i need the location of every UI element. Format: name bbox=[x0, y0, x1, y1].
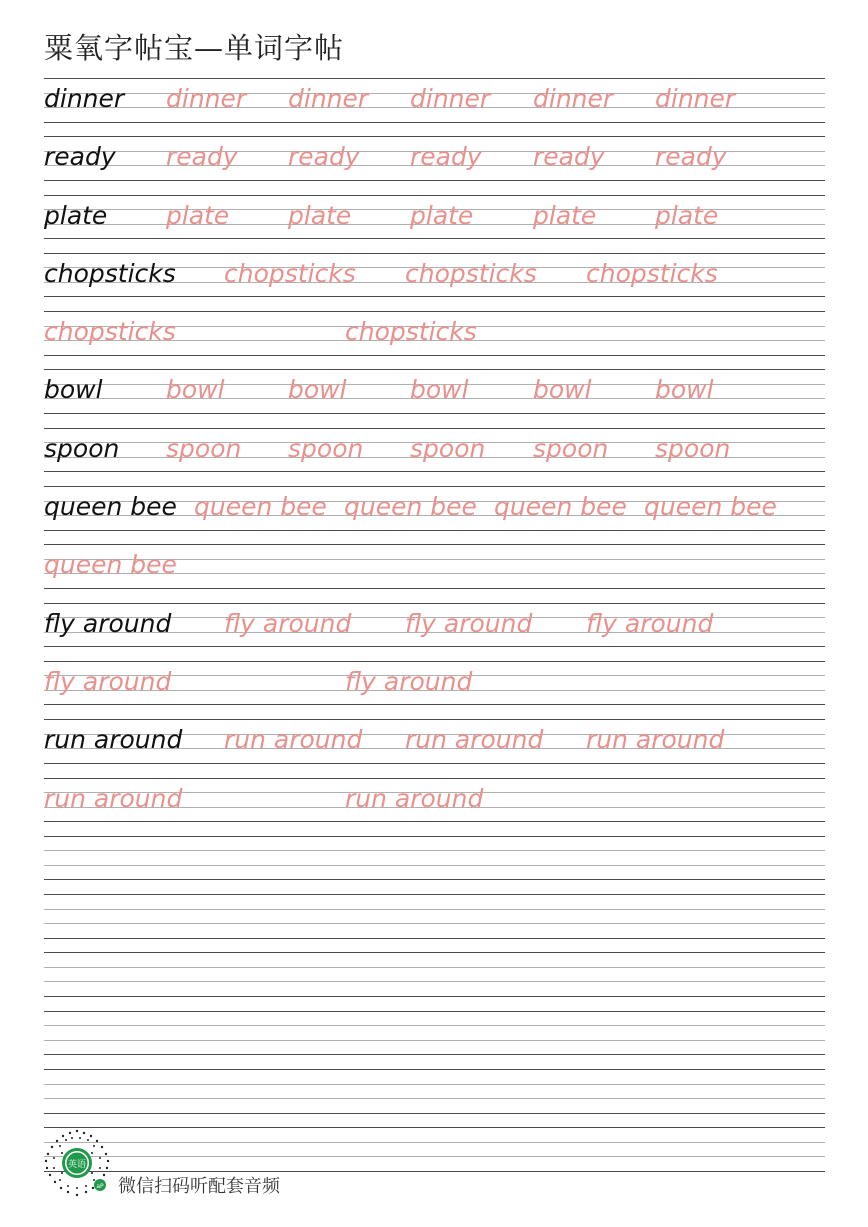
guide-line bbox=[44, 1025, 825, 1026]
trace-word: bowl bbox=[533, 375, 592, 405]
guide-line bbox=[44, 646, 825, 647]
trace-word: chopsticks bbox=[405, 258, 537, 288]
guide-line bbox=[44, 180, 825, 181]
writing-row bbox=[44, 486, 825, 544]
trace-word: chopsticks bbox=[44, 317, 176, 347]
guide-line bbox=[44, 413, 825, 414]
trace-word: run around bbox=[345, 783, 484, 813]
model-word: plate bbox=[44, 200, 108, 230]
trace-word: ready bbox=[166, 142, 238, 172]
trace-word: fly around bbox=[586, 608, 714, 638]
model-word: chopsticks bbox=[44, 258, 176, 288]
model-word: run around bbox=[44, 725, 183, 755]
page-title: 粟氧字帖宝—单词字帖 bbox=[44, 31, 345, 65]
trace-word: queen bee bbox=[494, 492, 627, 522]
guide-line bbox=[44, 1142, 825, 1143]
guide-line bbox=[44, 1069, 825, 1070]
trace-word: dinner bbox=[410, 84, 491, 113]
guide-line bbox=[44, 1098, 825, 1099]
guide-line bbox=[44, 311, 825, 312]
guide-line bbox=[44, 136, 825, 137]
qr-code-icon[interactable] bbox=[42, 1128, 112, 1198]
trace-word: plate bbox=[655, 200, 719, 230]
writing-row bbox=[44, 719, 825, 777]
trace-word: run around bbox=[224, 725, 363, 755]
model-word: queen bee bbox=[44, 492, 177, 522]
model-word: fly around bbox=[44, 608, 172, 638]
trace-word: dinner bbox=[288, 84, 369, 113]
guide-line bbox=[44, 1011, 825, 1012]
guide-line bbox=[44, 704, 825, 705]
trace-word: queen bee bbox=[344, 492, 477, 522]
model-word: bowl bbox=[44, 375, 103, 405]
guide-line bbox=[44, 238, 825, 239]
model-word: spoon bbox=[44, 433, 120, 463]
guide-line bbox=[44, 486, 825, 487]
guide-line bbox=[44, 588, 825, 589]
trace-word: dinner bbox=[655, 84, 736, 113]
writing-row bbox=[44, 894, 825, 952]
guide-line bbox=[44, 821, 825, 822]
writing-row bbox=[44, 836, 825, 894]
model-word: ready bbox=[44, 142, 116, 172]
guide-line bbox=[44, 1156, 825, 1157]
trace-word: queen bee bbox=[194, 492, 327, 522]
trace-word: dinner bbox=[166, 84, 247, 113]
writing-row bbox=[44, 136, 825, 194]
trace-word: chopsticks bbox=[224, 258, 356, 288]
writing-row bbox=[44, 311, 825, 369]
guide-line bbox=[44, 981, 825, 982]
writing-row bbox=[44, 253, 825, 311]
trace-word: spoon bbox=[533, 433, 609, 463]
guide-line bbox=[44, 894, 825, 895]
trace-word: fly around bbox=[44, 666, 172, 696]
trace-word: dinner bbox=[533, 84, 614, 113]
guide-line bbox=[44, 850, 825, 851]
trace-word: fly around bbox=[405, 608, 533, 638]
guide-line bbox=[44, 865, 825, 866]
guide-line bbox=[44, 195, 825, 196]
trace-word: chopsticks bbox=[586, 258, 718, 288]
trace-word: plate bbox=[288, 200, 352, 230]
writing-row bbox=[44, 369, 825, 427]
writing-grid bbox=[44, 78, 825, 1186]
guide-line bbox=[44, 471, 825, 472]
guide-line bbox=[44, 938, 825, 939]
guide-line bbox=[44, 909, 825, 910]
trace-word: ready bbox=[655, 142, 727, 172]
writing-row bbox=[44, 1069, 825, 1127]
guide-line bbox=[44, 763, 825, 764]
guide-line bbox=[44, 428, 825, 429]
trace-word: plate bbox=[533, 200, 597, 230]
trace-word: spoon bbox=[655, 433, 731, 463]
scan-instruction: 微信扫码听配套音频 bbox=[118, 1176, 280, 1197]
guide-line bbox=[44, 952, 825, 953]
writing-row bbox=[44, 195, 825, 253]
guide-line bbox=[44, 253, 825, 254]
trace-word: bowl bbox=[410, 375, 469, 405]
model-word: dinner bbox=[44, 84, 125, 113]
trace-word: spoon bbox=[166, 433, 242, 463]
trace-word: spoon bbox=[410, 433, 486, 463]
writing-row bbox=[44, 544, 825, 602]
writing-row bbox=[44, 952, 825, 1010]
trace-word: ready bbox=[533, 142, 605, 172]
guide-line bbox=[44, 661, 825, 662]
qr-badge-text: 英语 bbox=[67, 1160, 87, 1170]
guide-line bbox=[44, 879, 825, 880]
writing-row bbox=[44, 661, 825, 719]
guide-line bbox=[44, 1054, 825, 1055]
trace-word: fly around bbox=[345, 666, 473, 696]
guide-line bbox=[44, 78, 825, 79]
trace-word: run around bbox=[586, 725, 725, 755]
trace-word: bowl bbox=[166, 375, 225, 405]
guide-line bbox=[44, 1040, 825, 1041]
writing-row bbox=[44, 603, 825, 661]
guide-line bbox=[44, 996, 825, 997]
trace-word: queen bee bbox=[644, 492, 777, 522]
qr-corner-text: aP bbox=[96, 1183, 104, 1190]
bottom-rule bbox=[44, 1113, 825, 1114]
trace-word: chopsticks bbox=[345, 317, 477, 347]
trace-word: bowl bbox=[655, 375, 714, 405]
trace-word: run around bbox=[44, 783, 183, 813]
trace-word: fly around bbox=[224, 608, 352, 638]
guide-line bbox=[44, 355, 825, 356]
trace-word: ready bbox=[288, 142, 360, 172]
trace-word: run around bbox=[405, 725, 544, 755]
trace-word: spoon bbox=[288, 433, 364, 463]
guide-line bbox=[44, 719, 825, 720]
guide-line bbox=[44, 530, 825, 531]
trace-word: queen bee bbox=[44, 550, 177, 580]
writing-row bbox=[44, 1011, 825, 1069]
guide-line bbox=[44, 923, 825, 924]
guide-line bbox=[44, 296, 825, 297]
trace-word: ready bbox=[410, 142, 482, 172]
guide-line bbox=[44, 1084, 825, 1085]
writing-row bbox=[44, 428, 825, 486]
trace-word: bowl bbox=[288, 375, 347, 405]
guide-line bbox=[44, 967, 825, 968]
trace-word: plate bbox=[166, 200, 230, 230]
writing-row bbox=[44, 78, 825, 136]
guide-line bbox=[44, 544, 825, 545]
guide-line bbox=[44, 603, 825, 604]
guide-line bbox=[44, 369, 825, 370]
trace-word: plate bbox=[410, 200, 474, 230]
writing-row bbox=[44, 778, 825, 836]
guide-line bbox=[44, 836, 825, 837]
guide-line bbox=[44, 122, 825, 123]
guide-line bbox=[44, 1127, 825, 1128]
guide-line bbox=[44, 778, 825, 779]
